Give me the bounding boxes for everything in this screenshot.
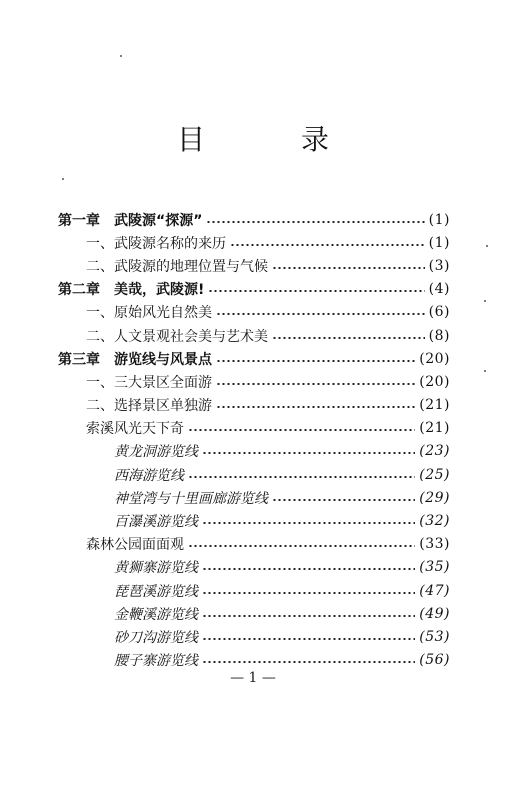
toc-entry-label: 一、原始风光自然美 [86,305,212,322]
toc-entry-label: 一、三大景区全面游 [86,374,212,391]
toc-entry [58,533,450,556]
dot-leader [206,220,424,224]
dot-leader [272,266,425,270]
dot-leader [202,567,415,571]
toc-entry-page-number: (6) [428,304,450,321]
toc-entry-label: 第一章 武陵源“探源” [58,212,203,229]
dot-leader [216,382,415,386]
toc-entry-page-number: (23) [419,443,450,460]
toc-entry-page-number: (21) [419,397,450,414]
toc-entry-label: 百瀑溪游览线 [114,514,198,531]
scan-speck [120,55,122,57]
toc-entry [58,301,450,324]
dot-leader [272,336,425,340]
toc-entry [58,486,450,509]
dot-leader [208,289,424,293]
toc-entry-page-number: (29) [419,489,450,506]
toc-entry [58,324,450,347]
toc-entry-label: 黄龙洞游览线 [114,444,198,461]
scan-speck [62,178,64,180]
toc-entry-page-number: (1) [428,211,450,228]
toc-entry [58,440,450,463]
dot-leader [202,614,415,618]
toc-entry [58,463,450,486]
toc-entry-page-number: (35) [419,559,450,576]
toc-entry-page-number: (20) [419,350,450,367]
toc-entry-label: 第二章 美哉，武陵源! [58,282,205,299]
page-title: 目 录 [176,123,363,156]
toc-entry-page-number: (49) [419,605,450,622]
toc-chapter-entry [58,347,450,370]
toc-entry-page-number: (47) [419,582,450,599]
dot-leader [188,475,415,479]
toc-entry-label: 腰子寨游览线 [114,653,198,670]
toc-entry-label: 二、武陵源的地理位置与气候 [86,258,268,275]
toc-entry-label: 金鞭溪游览线 [114,606,198,623]
dot-leader [188,428,415,432]
toc-entry-page-number: (1) [428,234,450,251]
toc-entry-label: 索溪风光天下奇 [86,421,184,438]
dot-leader [202,591,415,595]
dot-leader [272,498,415,502]
scan-speck [484,370,486,372]
toc-entry-page-number: (3) [428,257,450,274]
toc-entry-page-number: (56) [419,652,450,669]
toc-entry [58,649,450,672]
toc-entry [58,625,450,648]
toc-entry [58,417,450,440]
toc-entry-label: 二、人文景观社会美与艺术美 [86,328,268,345]
toc-entry [58,556,450,579]
dot-leader [202,660,415,664]
dot-leader [230,243,425,247]
toc-entry-label: 砂刀沟游览线 [114,629,198,646]
toc-entry [58,231,450,254]
toc-entry [58,254,450,277]
toc-entry [58,602,450,625]
toc-entry-label: 森林公园面面观 [86,537,184,554]
toc-entry [58,370,450,393]
table-of-contents [58,208,450,672]
toc-entry [58,394,450,417]
toc-entry [58,579,450,602]
toc-entry-label: 神堂湾与十里画廊游览线 [114,490,268,507]
dot-leader [216,359,415,363]
dot-leader [202,521,415,525]
toc-entry-label: 西海游览线 [114,467,184,484]
toc-entry-page-number: (20) [419,373,450,390]
toc-entry-page-number: (33) [419,536,450,553]
toc-entry-page-number: (21) [419,420,450,437]
toc-entry-label: 一、武陵源名称的来历 [86,235,226,252]
dot-leader [216,405,415,409]
toc-entry-page-number: (8) [428,327,450,344]
toc-entry-page-number: (25) [419,466,450,483]
dot-leader [188,544,415,548]
toc-entry [58,509,450,532]
page-number-footer: — 1 — [230,670,276,686]
toc-entry-label: 二、选择景区单独游 [86,398,212,415]
toc-chapter-entry [58,208,450,231]
dot-leader [216,312,425,316]
toc-entry-label: 琵琶溪游览线 [114,583,198,600]
toc-entry-label: 第三章 游览线与风景点 [58,351,212,368]
dot-leader [202,451,415,455]
toc-entry-page-number: (32) [419,513,450,530]
scan-speck [486,245,488,247]
toc-chapter-entry [58,278,450,301]
dot-leader [202,637,415,641]
scan-speck [484,300,486,302]
toc-entry-label: 黄狮寨游览线 [114,560,198,577]
toc-entry-page-number: (53) [419,628,450,645]
toc-entry-page-number: (4) [428,281,450,298]
